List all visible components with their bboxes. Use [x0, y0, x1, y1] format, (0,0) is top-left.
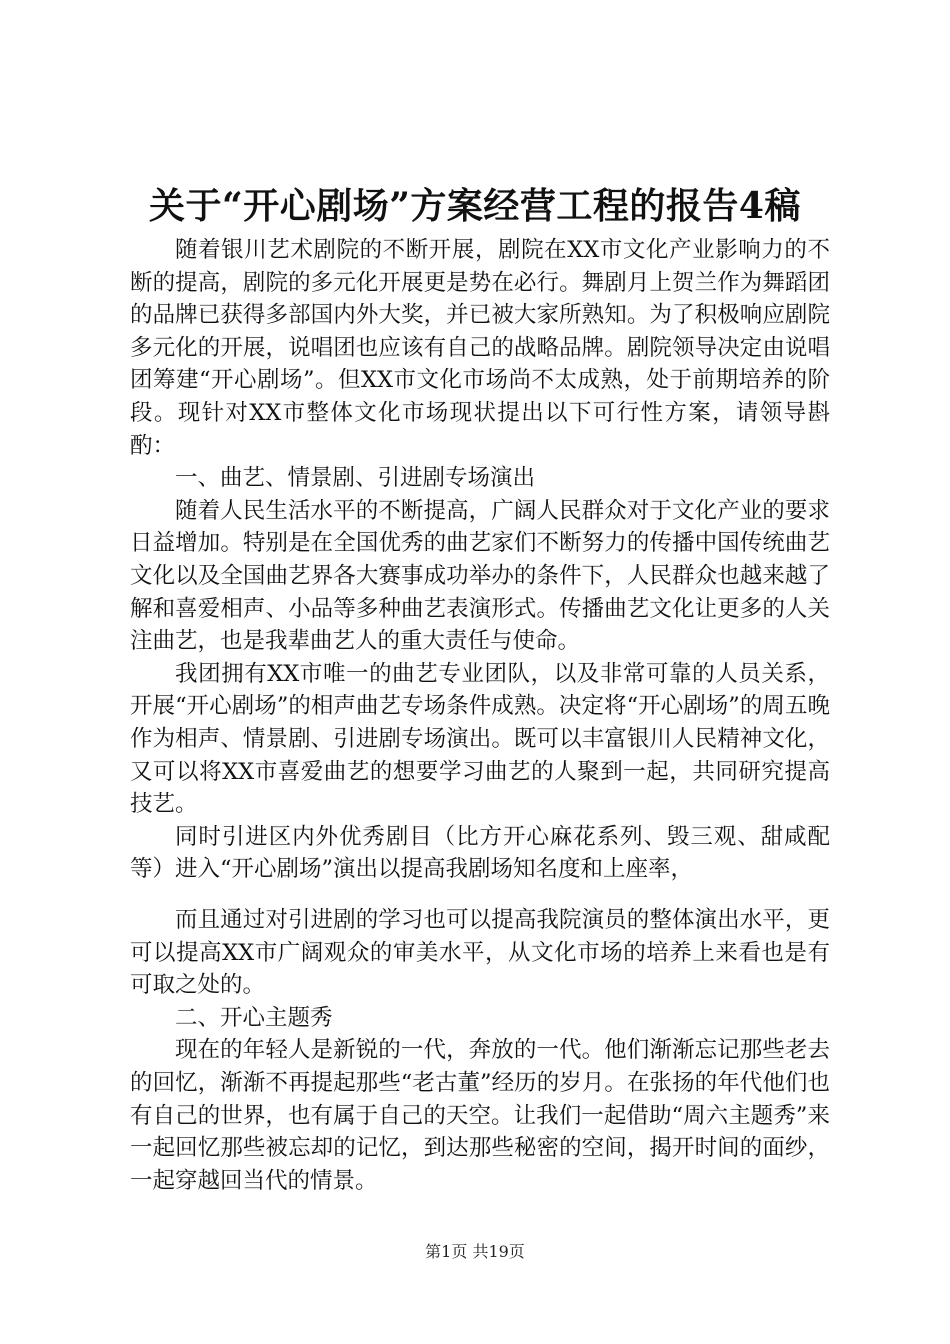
paragraph-background: 随着人民生活水平的不断提高，广阔人民群众对于文化产业的要求日益增加。特别是在全国优秀的曲艺家们不断努力的传播中国传统曲艺文化以及全国曲艺界各大赛事成功举办的条件下，人民群众也越来越了解和喜爱相声、小品等多种曲艺表演形式。传播曲艺文化让更多的人关注曲艺，也是我辈曲艺人的重大责任与使命。 — [130, 497, 830, 655]
paragraph-team: 我团拥有XX市唯一的曲艺专业团队，以及非常可靠的人员关系，开展“开心剧场”的相声曲艺专场条件成熟。决定将“开心剧场”的周五晚作为相声、情景剧、引进剧专场演出。既可以丰富银川人民精神文化，又可以将XX市喜爱曲艺的想要学习曲艺的人聚到一起，共同研究提高技艺。 — [130, 660, 830, 818]
page-footer: 第1页 共19页 — [425, 1242, 525, 1261]
paragraph-intro: 随着银川艺术剧院的不断开展，剧院在XX市文化产业影响力的不断的提高，剧院的多元化开展更是势在必行。舞剧月上贺兰作为舞蹈团的品牌已获得多部国内外大奖，并已被大家所熟知。为了积极响应剧院多元化的开展，说唱团也应该有自己的战略品牌。剧院领导决定由说唱团筹建“开心剧场”。但XX市文化市场尚不太成熟，处于前期培养的阶段。现针对XX市整体文化市场现状提出以下可行性方案，请领导斟酌： — [130, 237, 830, 459]
section-heading-2: 二、开心主题秀 — [175, 1004, 333, 1031]
body-block-1 — [130, 234, 830, 886]
section-heading-1: 一、曲艺、情景剧、引进剧专场演出 — [175, 465, 536, 492]
body-block-2 — [130, 904, 830, 1197]
paragraph-theme-show: 现在的年轻人是新锐的一代，奔放的一代。他们渐渐忘记那些老去的回忆，渐渐不再提起那些“老古董”经历的岁月。在张扬的年代他们也有自己的世界，也有属于自己的天空。让我们一起借助“周六主题秀”来一起回忆那些被忘却的记忆，到达那些秘密的空间，揭开时间的面纱，一起穿越回当代的情景。 — [130, 1037, 830, 1194]
paragraph-benefits: 而且通过对引进剧的学习也可以提高我院演员的整体演出水平，更可以提高XX市广阔观众的审美水平，从文化市场的培养上来看也是有可取之处的。 — [130, 907, 830, 999]
document-title: 关于“开心剧场”方案经营工程的报告4稿 — [149, 185, 801, 227]
paragraph-imports: 同时引进区内外优秀剧目（比方开心麻花系列、毁三观、甜咸配等）进入“开心剧场”演出以提高我剧场知名度和上座率， — [130, 823, 830, 883]
